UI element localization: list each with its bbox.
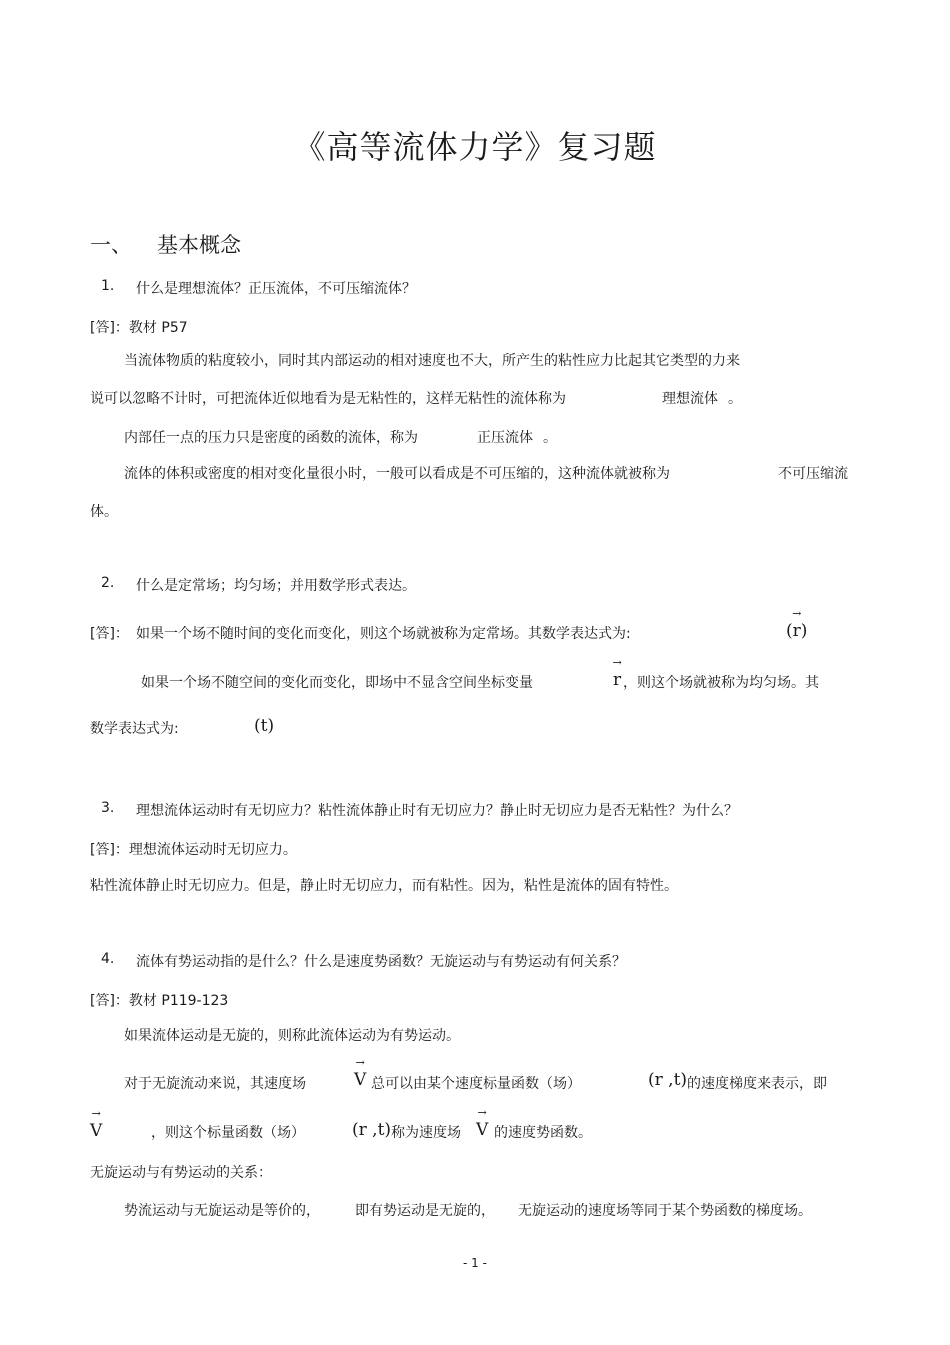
math-expression: (r ,t) xyxy=(352,1120,392,1140)
answer-paragraph: 势流运动与无旋运动是等价的， xyxy=(124,1203,320,1219)
question-number: 2. xyxy=(101,575,115,591)
page-number: - 1 - xyxy=(463,1256,487,1270)
math-expression: (r ,t) xyxy=(648,1070,688,1090)
answer-paragraph: ，则这个标量函数（场） xyxy=(151,1125,305,1141)
answer-paragraph: 如果一个场不随空间的变化而变化，即场中不显含空间坐标变量 xyxy=(141,675,533,691)
answer-paragraph: 无旋运动与有势运动的关系： xyxy=(90,1165,272,1181)
vector-V-symbol: → V xyxy=(476,1120,488,1140)
section-number: 一、 xyxy=(90,233,132,257)
vector-V xyxy=(354,1070,366,1090)
answer-paragraph: 体。 xyxy=(90,504,118,520)
vector-V xyxy=(90,1121,102,1141)
answer-paragraph: 内部任一点的压力只是密度的函数的流体，称为 xyxy=(124,430,418,446)
term-incompressible-fluid: 不可压缩流 xyxy=(778,466,848,482)
paren: ) xyxy=(800,621,808,641)
vector-r-symbol: → r xyxy=(613,670,621,690)
vector-V-symbol: → V xyxy=(90,1121,102,1141)
answer-paragraph: 即有势运动是无旋的， xyxy=(355,1203,495,1219)
answer-paragraph: 无旋运动的速度场等同于某个势函数的梯度场。 xyxy=(518,1203,812,1219)
punctuation: 。 xyxy=(728,391,742,407)
answer-paragraph: 流体的体积或密度的相对变化量很小时，一般可以看成是不可压缩的，这种流体就被称为 xyxy=(124,466,670,482)
answer-paragraph: 总可以由某个速度标量函数（场） xyxy=(371,1076,581,1092)
vector-V-symbol: → V xyxy=(354,1070,366,1090)
answer-paragraph: 说可以忽略不计时，可把流体近似地看为是无粘性的，这样无粘性的流体称为 xyxy=(90,391,566,407)
answer-paragraph: 对于无旋流动来说，其速度场 xyxy=(124,1076,306,1092)
answer-paragraph: ，则这个场就被称为均匀场。其 xyxy=(623,675,819,691)
vector-V xyxy=(476,1120,488,1140)
answer-paragraph: 粘性流体静止时无切应力。但是，静止时无切应力，而有粘性。因为，粘性是流体的固有特性。 xyxy=(90,878,678,894)
question-number: 4. xyxy=(101,951,115,967)
math-expression xyxy=(786,621,807,641)
question-text: 什么是理想流体？正压流体，不可压缩流体？ xyxy=(136,281,416,297)
answer-reference: [答]：教材 P57 xyxy=(90,320,188,336)
answer-paragraph: 如果流体运动是无旋的，则称此流体运动为有势运动。 xyxy=(124,1028,460,1044)
section-title: 基本概念 xyxy=(157,233,241,257)
answer-paragraph: 的速度势函数。 xyxy=(494,1125,592,1141)
answer-label: [答]： xyxy=(90,626,129,642)
answer-paragraph: [答]：理想流体运动时无切应力。 xyxy=(90,842,297,858)
answer-paragraph: 如果一个场不随时间的变化而变化，则这个场就被称为定常场。其数学表达式为: xyxy=(136,626,631,642)
question-text: 流体有势运动指的是什么？什么是速度势函数？无旋运动与有势运动有何关系？ xyxy=(136,954,626,970)
answer-reference: [答]：教材 P119-123 xyxy=(90,993,229,1009)
paren: ( xyxy=(786,621,793,641)
question-number: 1. xyxy=(101,278,115,294)
answer-paragraph: 的速度梯度来表示，即 xyxy=(687,1076,827,1092)
math-expression: (t) xyxy=(254,716,275,736)
question-text: 理想流体运动时有无切应力？粘性流体静止时有无切应力？静止时无切应力是否无粘性？为什么？ xyxy=(136,803,738,819)
vector-r xyxy=(613,670,621,690)
answer-paragraph: 当流体物质的粘度较小，同时其内部运动的相对速度也不大，所产生的粘性应力比起其它类型的力来 xyxy=(124,353,740,369)
document-title: 《高等流体力学》复习题 xyxy=(293,128,657,166)
answer-paragraph: 称为速度场 xyxy=(391,1125,461,1141)
vector-r: → r xyxy=(793,621,801,641)
punctuation: 。 xyxy=(543,430,557,446)
question-text: 什么是定常场；均匀场；并用数学形式表达。 xyxy=(136,578,416,594)
term-barotropic-fluid: 正压流体 xyxy=(477,430,533,446)
answer-paragraph: 数学表达式为: xyxy=(90,721,179,737)
term-ideal-fluid: 理想流体 xyxy=(662,391,718,407)
question-number: 3. xyxy=(101,800,115,816)
